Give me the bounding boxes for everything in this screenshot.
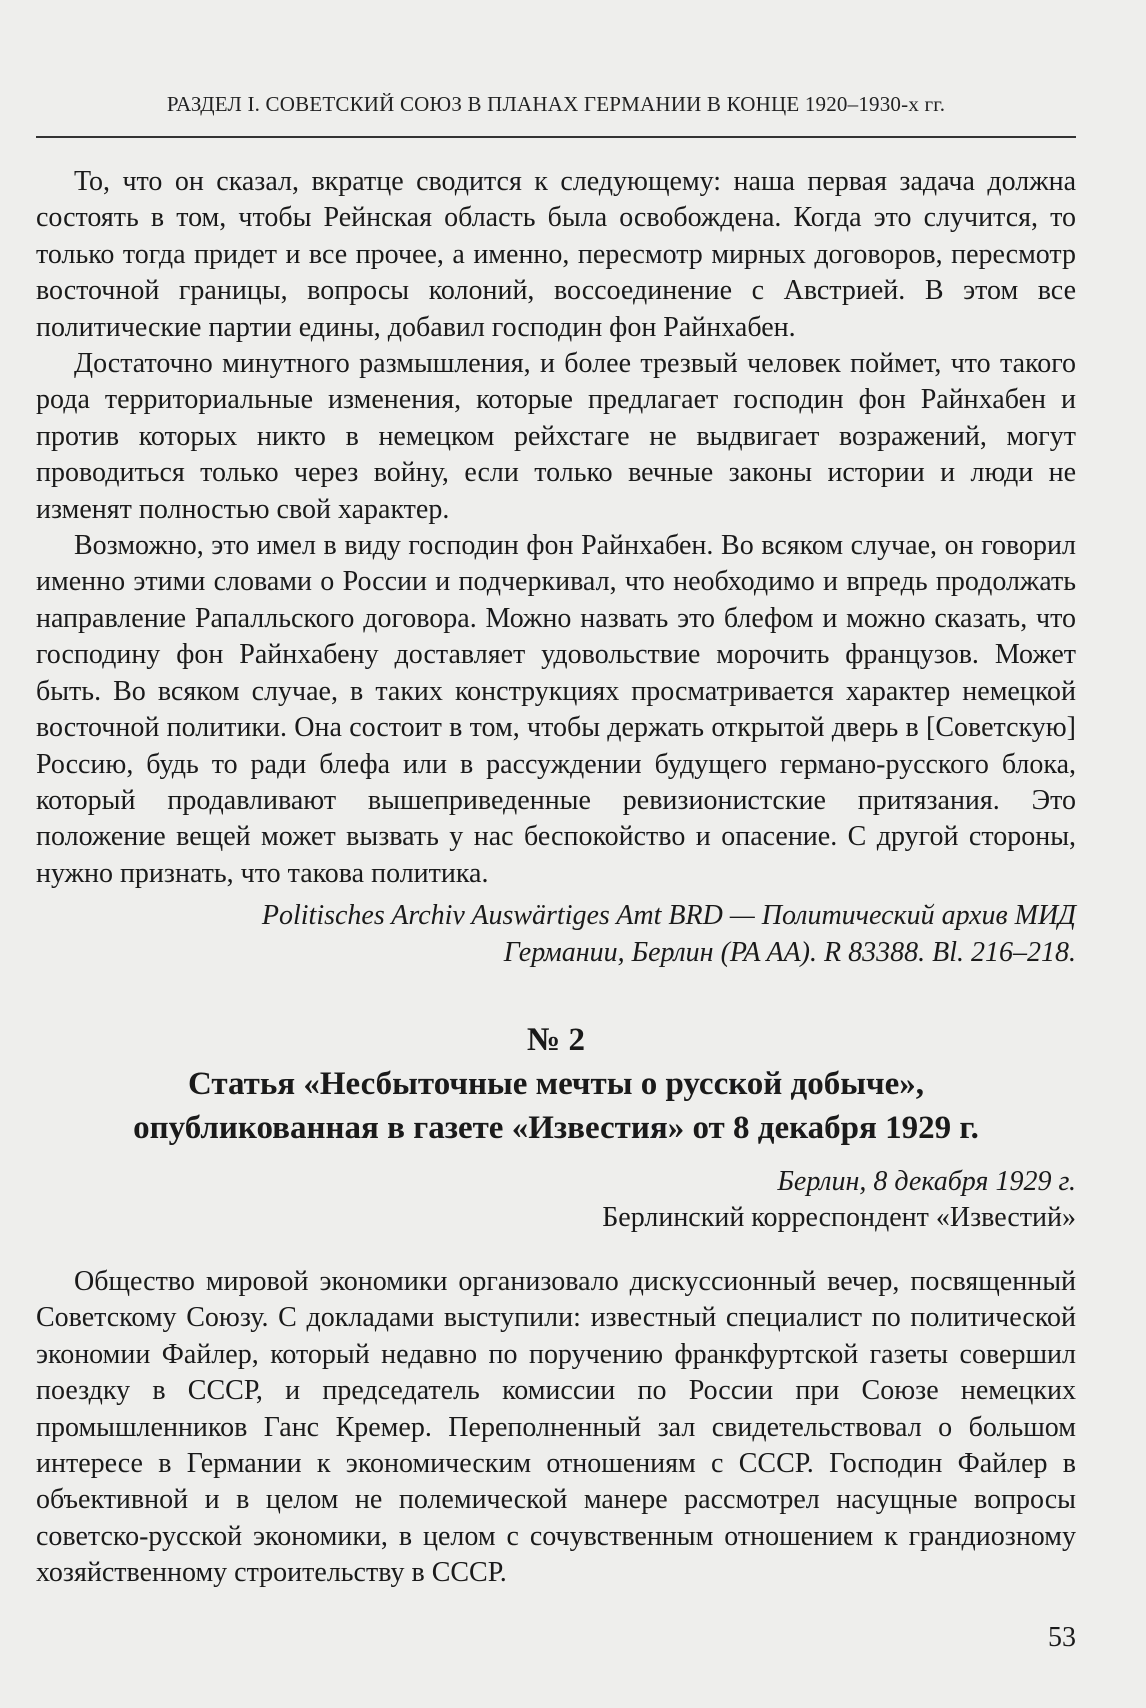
dateline-date: Берлин, 8 декабря 1929 г. (777, 1166, 1076, 1197)
document-title-line: опубликованная в газете «Известия» от 8 декабря 1929 г. (133, 1110, 979, 1146)
paragraph: То, что он сказал, вкратце сводится к следующему: наша первая задача должна состоять в том, чтобы Рейнская область была освобождена. Когда это случится, то только тогда придет и все прочее, а именно, пересмотр мирных договоров, пересмотр восточной границы, вопросы колоний, воссоединение с Австрией. В этом все политические партии едины, добавил господин фон Райнхабен. (36, 166, 1076, 343)
paragraph: Общество мировой экономики организовало дискуссионный вечер, посвященный Советскому Союзу. С докладами выступили: известный специалист по политической экономии Файлер, который недавно по поручению франкфуртской газеты совершил поездку в СССР, и председатель комиссии по России при Союзе немецких промышленников Ганс Кремер. Переполненный зал свидетельствовал о большом интересе в Германии к экономическим отношениям с СССР. Господин Файлер в объективной и в целом не полемической манере рассмотрел насущные вопросы советско-русской экономики, в целом с сочувственным отношением к грандиозному хозяйственному строительству в СССР. (36, 1266, 1076, 1589)
document-title (36, 1062, 1076, 1150)
archive-source-line: Politisches Archiv Auswärtiges Amt BRD — Политический архив МИД (261, 900, 1076, 932)
paragraph: Достаточно минутного размышления, и более трезвый человек поймет, что такого рода территориальные изменения, которые предлагает господин фон Райнхабен и против которых никто в немецком рейхстаге не выдвигает возражений, могут проводиться только через войну, если только вечные законы истории и люди не изменят полностью свой характер. (36, 348, 1076, 525)
document-title-line: Статья «Несбыточные мечты о русской добыче», (187, 1066, 925, 1102)
archive-source (36, 898, 1076, 971)
header-rule (36, 136, 1076, 138)
paragraph: Возможно, это имел в виду господин фон Райнхабен. Во всяком случае, он говорил именно этими словами о России и подчеркивал, что необходимо и впредь продолжать направление Рапалльского договора. Можно назвать это блефом и можно сказать, что господину фон Райнхабену доставляет удовольствие морочить французов. Может быть. Во всяком случае, в таких конструкциях просматривается характер немецкой восточной политики. Она состоит в том, чтобы держать открытой дверь в [Советскую] Россию, будь то ради блефа или в рассуждении будущего германо-русского блока, который продавливают вышеприведенные ревизионистские притязания. Это положение вещей может вызвать у нас беспокойство и опасение. С другой стороны, нужно признать, что такова политика. (36, 530, 1076, 889)
section-text (36, 164, 1076, 971)
running-head: РАЗДЕЛ I. СОВЕТСКИЙ СОЮЗ В ПЛАНАХ ГЕРМАНИИ В КОНЦЕ 1920–1930-х гг. (166, 92, 946, 116)
page-number: 53 (1048, 1622, 1076, 1653)
document-number: № 2 (527, 1022, 585, 1058)
document-text (36, 1264, 1076, 1592)
dateline (36, 1164, 1076, 1236)
archive-source-line: Германии, Берлин (PA AA). R 83388. Bl. 216–218. (503, 936, 1076, 968)
correspondent: Берлинский корреспондент «Известий» (602, 1202, 1076, 1233)
